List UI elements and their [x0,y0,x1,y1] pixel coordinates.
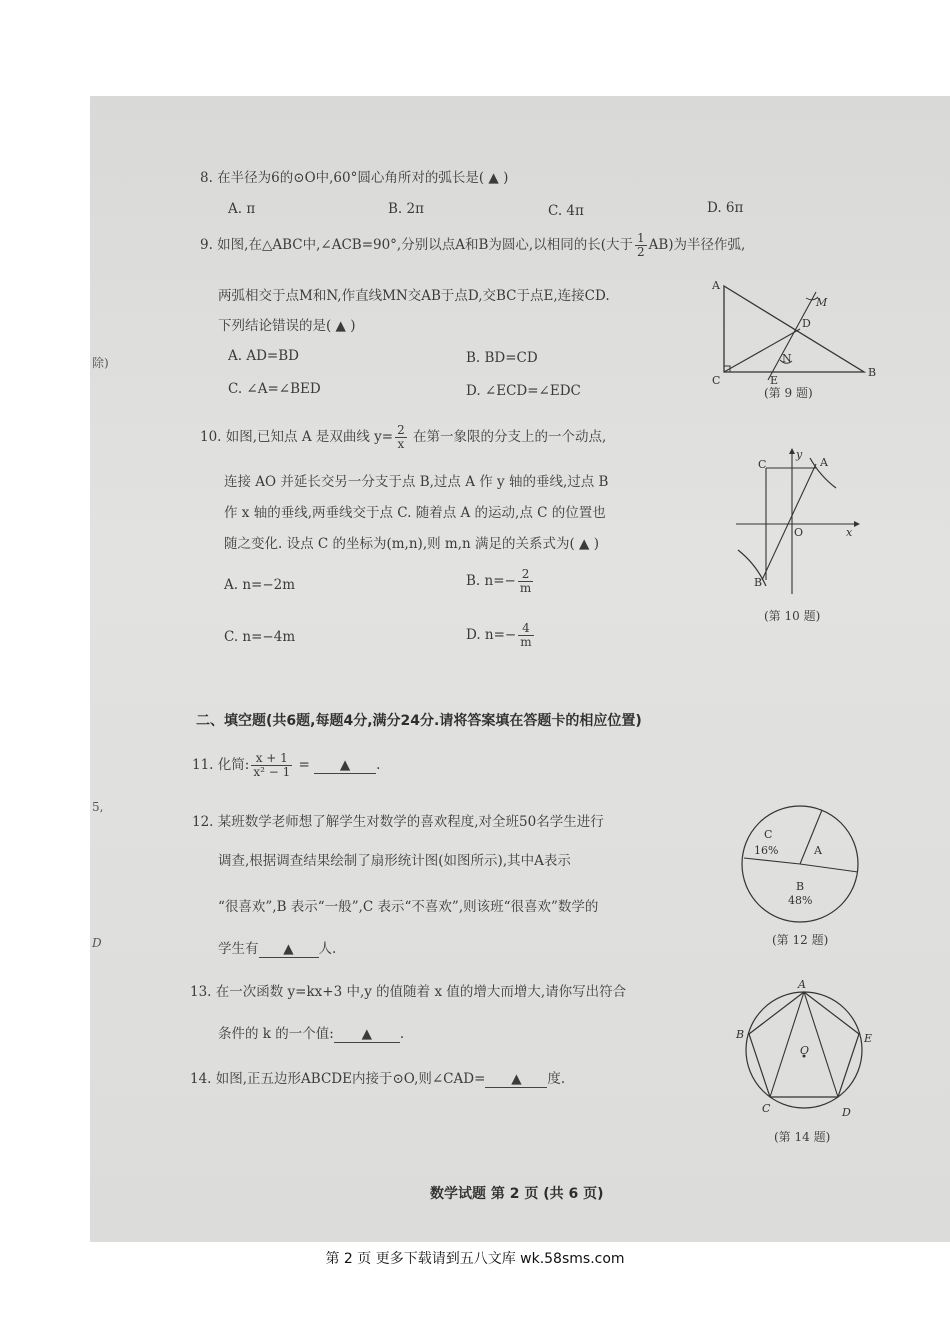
label-m: M [816,296,828,309]
question-10-line-4: 随之变化. 设点 C 的坐标为(m,n),则 m,n 满足的关系式为( ▲ ) [224,536,599,552]
sector-b-percent: 48% [788,894,813,907]
q9-stem-part-b: AB)为半径作弧, [648,237,746,253]
question-12-line-1: 12. 某班数学老师想了解学生对数学的喜欢程度,对全班50名学生进行 [192,814,604,830]
label-n: N [782,352,792,365]
label-a: A [798,978,806,991]
question-14 [190,1067,565,1088]
question-12-line-2: 调查,根据调查结果绘制了扇形统计图(如图所示),其中A表示 [218,853,571,869]
question-10-line-3: 作 x 轴的垂线,两垂线交于点 C. 随着点 A 的运动,点 C 的位置也 [224,505,606,521]
triangle-abc [724,286,864,372]
q11-suffix: . [376,757,381,773]
q14-prefix: 14. 如图,正五边形ABCDE内接于⊙O,则∠CAD= [190,1071,486,1087]
q10-option-c: C. n=−4m [224,629,296,645]
label-b: B [754,576,763,589]
q10-option-d-fraction [518,622,533,649]
q10-option-b-denominator: m [519,581,532,595]
q9-option-c: C. ∠A=∠BED [228,381,321,397]
cropped-margin-text: 除) [92,356,109,370]
q10-fraction [395,424,407,451]
pie-divider-bc [744,858,800,864]
q8-option-a: A. π [228,201,256,217]
q11-equals: = [294,757,315,773]
q9-fraction [635,232,647,259]
q11-denominator: x² − 1 [253,765,291,779]
question-12-line-3: “很喜欢”,B 表示“一般”,C 表示“不喜欢”,则该班“很喜欢”数学的 [218,899,599,915]
q10-option-d [466,622,536,649]
sector-c-percent: 16% [754,844,779,857]
q10-option-b [466,568,535,595]
question-13-line-1: 13. 在一次函数 y=kx+3 中,y 的值随着 x 值的增大而增大,请你写出符合 [190,984,627,1000]
q14-pentagon-figure [732,976,882,1126]
q9-option-a: A. AD=BD [228,348,299,364]
label-c: C [712,374,721,387]
question-9-stem [200,232,745,259]
x-axis-arrow [854,521,860,527]
question-10-stem [200,424,606,451]
q10-option-b-fraction [518,568,533,595]
q10-option-d-denominator: m [520,635,532,649]
q11-prefix: 11. 化简: [192,757,250,773]
label-b: B [736,1028,745,1041]
label-c: C [762,1102,771,1115]
q10-option-a: A. n=−2m [224,577,296,593]
label-c: C [758,458,767,471]
q9-option-b: B. BD=CD [466,350,538,366]
q9-fraction-numerator: 1 [636,231,645,245]
q10-fraction-denominator: x [397,437,405,451]
label-y: y [796,448,803,461]
sector-b-label: B [796,880,805,893]
q14-caption: (第 14 题) [774,1130,831,1144]
question-8-stem: 8. 在半径为6的⊙O中,60°圆心角所对的弧长是( ▲ ) [200,170,509,186]
q12-caption: (第 12 题) [772,933,829,947]
line-mn [768,292,816,380]
segment-ad [804,992,838,1097]
label-a: A [820,456,828,469]
section-2-heading: 二、填空题(共6题,每题4分,满分24分.请将答案填在答题卡的相应位置) [196,713,642,729]
cropped-margin-text: 5, [92,800,104,814]
q13-suffix: . [399,1026,405,1042]
q10-fraction-numerator: 2 [397,423,405,437]
q12-suffix: 人. [318,941,337,957]
label-o: O [794,526,804,539]
q11-numerator: x + 1 [251,752,292,766]
q12-answer-blank: ▲ [259,941,319,958]
q13-prefix: 条件的 k 的一个值: [218,1026,334,1042]
label-x: x [846,526,853,539]
q12-prefix: 学生有 [218,941,259,957]
label-e: E [770,374,779,387]
q10-option-b-label: B. n=− [466,573,516,589]
segment-cd [724,329,800,372]
q9-caption: (第 9 题) [764,386,813,400]
q11-fraction [251,752,292,779]
q10-option-b-numerator: 2 [518,568,533,582]
sector-a-label: A [814,844,822,857]
question-9-line-3: 下列结论错误的是( ▲ ) [218,318,356,334]
q8-option-b: B. 2π [388,201,424,217]
label-d: D [802,317,811,330]
cropped-margin-text: D [92,936,102,950]
q10-option-d-label: D. n=− [466,627,517,643]
pie-divider-ab [800,864,858,872]
q14-answer-blank: ▲ [485,1071,547,1088]
q12-pie-chart [738,800,868,930]
label-o: O [800,1044,810,1057]
label-e: E [864,1032,873,1045]
segment-ac [770,992,804,1097]
label-b: B [868,366,877,379]
document-footer: 第 2 页 更多下载请到五八文库 wk.58sms.com [325,1251,625,1267]
q10-stem-part-a: 10. 如图,已知点 A 是双曲线 y= [200,429,394,445]
q9-fraction-denominator: 2 [636,245,645,259]
q9-stem-part-a: 9. 如图,在△ABC中,∠ACB=90°,分别以点A和B为圆心,以相同的长(大于 [200,237,633,253]
sector-c-label: C [764,828,773,841]
question-13-line-2 [218,1022,404,1043]
exam-page-number: 数学试题 第 2 页 (共 6 页) [430,1186,604,1202]
q10-hyperbola-figure [730,446,870,596]
q10-option-d-numerator: 4 [518,622,533,636]
label-a: A [712,279,720,292]
label-d: D [842,1106,851,1119]
q13-answer-blank: ▲ [334,1026,400,1043]
question-11 [192,752,380,779]
y-axis-arrow [789,448,795,454]
line-ab [762,464,816,580]
q8-option-c: C. 4π [548,203,584,219]
q10-caption: (第 10 题) [764,609,821,623]
q11-answer-blank: ▲ [314,757,376,774]
q10-stem-part-b: 在第一象限的分支上的一个动点, [408,429,607,445]
q8-option-d: D. 6π [707,200,744,216]
q14-suffix: 度. [547,1071,566,1087]
question-12-line-4 [218,937,336,958]
question-10-line-2: 连接 AO 并延长交另一分支于点 B,过点 A 作 y 轴的垂线,过点 B [224,474,609,490]
q9-option-d: D. ∠ECD=∠EDC [466,383,581,399]
question-9-line-2: 两弧相交于点M和N,作直线MN交AB于点D,交BC于点E,连接CD. [218,288,610,304]
